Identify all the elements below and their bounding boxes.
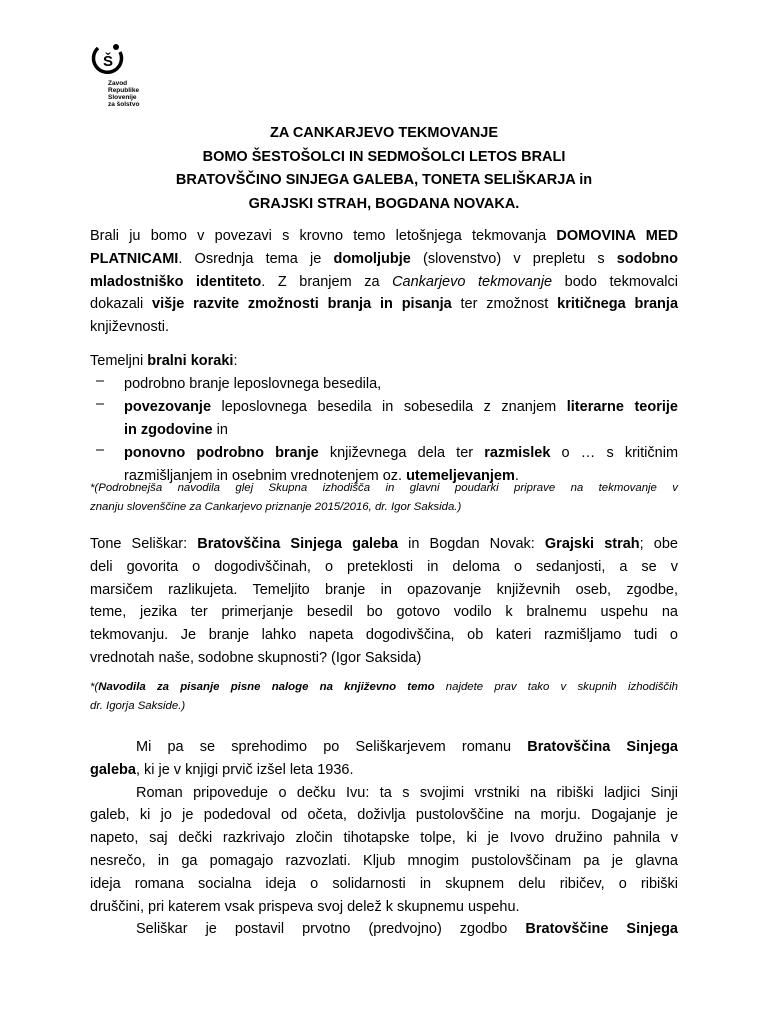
intro-line: književnosti.	[90, 319, 169, 336]
document-title	[0, 122, 768, 216]
zrss-logo-mark	[90, 42, 126, 78]
intro-line: Brali ju bomo v povezavi s krovno temo letošnjega tekmovanja DOMOVINA MED	[90, 228, 678, 244]
title-line: ZA CANKARJEVO TEKMOVANJE	[270, 125, 498, 141]
step-item: podrobno branje leposlovnega besedila,	[124, 376, 382, 392]
zrss-logo	[88, 42, 148, 112]
intro-paragraph	[90, 225, 678, 339]
title-line: BRATOVŠČINO SINJEGA GALEBA, TONETA SELIŠKARJA in	[175, 172, 593, 188]
logo-line: Zavod	[108, 80, 128, 87]
logo-mark-letter: Š	[102, 53, 114, 70]
title-line: BOMO ŠESTOŠOLCI IN SEDMOŠOLCI LETOS BRALI	[202, 148, 566, 165]
intro-line: PLATNICAMI. Osrednja tema je domoljubje (slovenstvo) v prepletu s sodobno	[90, 250, 679, 267]
list-dash: –	[96, 396, 105, 412]
list-dash: –	[96, 442, 105, 458]
footnote-guidelines: *(Podrobnejša navodila glej Skupna izhodišča in glavni poudarki priprave na tekmovanje v znanju slovenščine za Cankarjevo priznanje 2015/2016, dr. Igor Saksida.)	[90, 482, 678, 513]
steps-heading: Temeljni bralni koraki:	[90, 353, 238, 369]
step-item: ponovno podrobno branje književnega dela ter razmislek o … s kritičnim razmišljanjem in osebnim vrednotenjem oz. utemeljevanjem.	[124, 445, 679, 484]
list-dash: –	[96, 373, 105, 389]
step-item: povezovanje leposlovnega besedila in sobesedila z znanjem literarne teorije in zgodovine in	[124, 399, 678, 438]
books-paragraph: Tone Seliškar: Bratovščina Sinjega galeba in Bogdan Novak: Grajski strah; obe deli govorita o dogodivščinah, o preteklosti in deloma o sedanjosti, a se v marsičem razlikujeta. Temeljito branje in opazovanje književnih oseb, zgodbe, teme, jezika ter primerjanje besedil bo gotovo vodilo k bralnemu uspehu na tekmovanju. Je branje lahko napeta dogodivščina, ob kateri razmišljamo tudi o vrednotah naše, sodobne skupnosti? (Igor Saksida)	[90, 536, 678, 666]
footnote-writing: *(Navodila za pisanje pisne naloge na književno temo najdete prav tako v skupnih izhodiščih dr. Igorja Sakside.)	[90, 681, 678, 712]
logo-line: Republike	[108, 87, 140, 94]
logo-line: za šolstvo	[108, 101, 140, 108]
intro-line: dokazali višje razvite zmožnosti branja in pisanja ter zmožnost kritičnega branja	[90, 296, 679, 313]
title-line: GRAJSKI STRAH, BOGDANA NOVAKA.	[248, 195, 520, 212]
intro-line: mladostniško identiteto. Z branjem za Cankarjevo tekmovanje bodo tekmovalci	[90, 273, 678, 290]
logo-text	[108, 80, 139, 108]
novel-paragraph: Mi pa se sprehodimo po Seliškarjevem romanu Bratovščina Sinjega galeba, ki je v knjigi prvič izšel leta 1936. Roman pripoveduje o dečku Ivu: ta s svojimi vrstniki na ribiški ladjici Sinji galeb, ki jo je podedoval od očeta, doživlja pustolovščine na morju. Dogajanje je napeto, saj dečki razkrivajo zločin tihotapske tolpe, ki je Ivovo družino pahnila v nesrečo, in ga pomagajo razvozlati. Kljub mnogim pustolovščinam pa je glavna ideja romana socialna ideja o solidarnosti in skupnem delu ribičev, o ribiški druščini, pri katerem vsak prispeva svoj delež k skupnemu uspehu. Seliškar je postavil prvotno (predvojno) zgodbo Bratovščine Sinjega	[90, 739, 678, 938]
logo-line: Slovenije	[108, 94, 137, 101]
